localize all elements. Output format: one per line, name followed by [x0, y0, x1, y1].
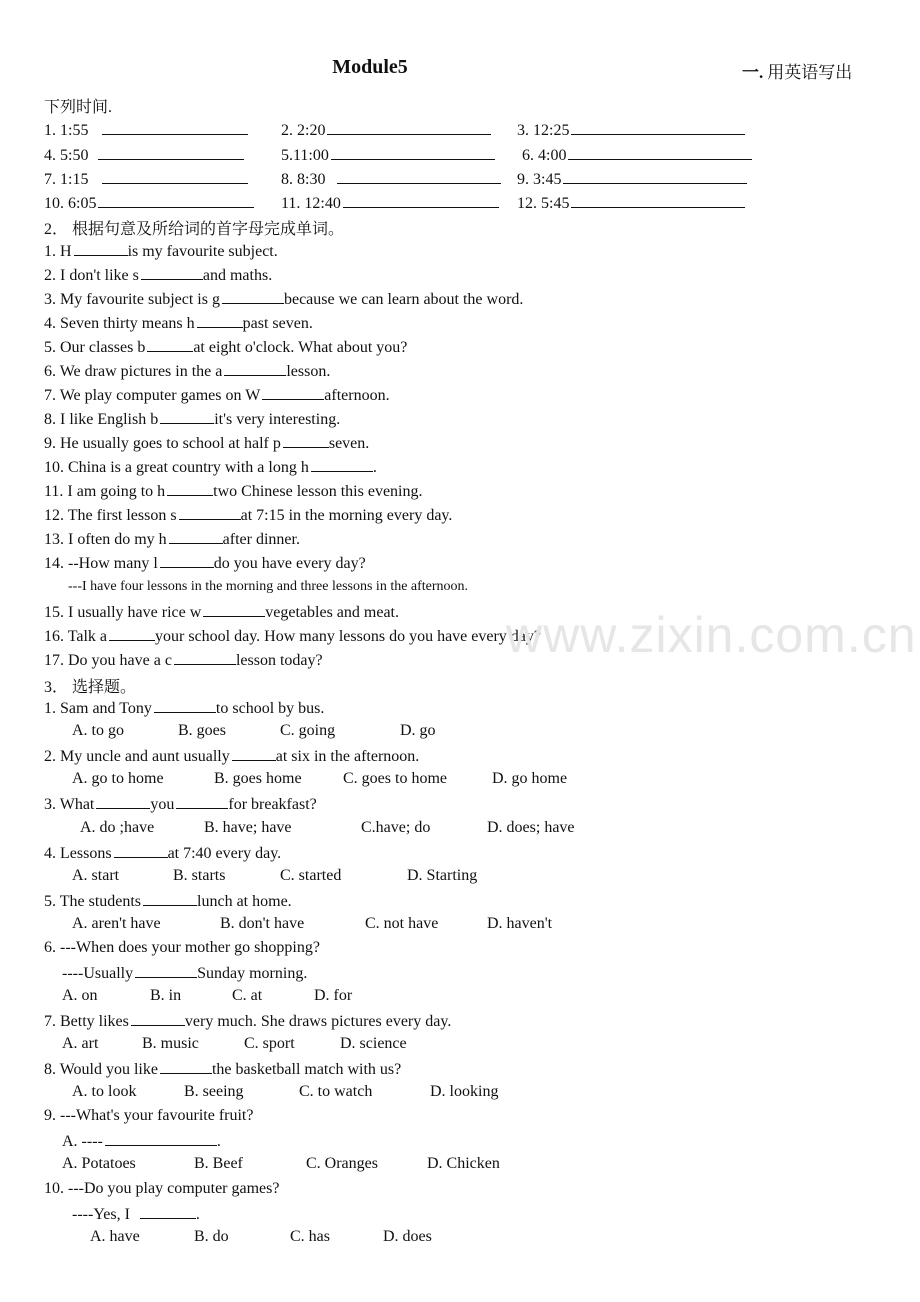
question-8-options [72, 1083, 498, 1101]
fill-item: 2. I don't like s and maths. [44, 267, 273, 284]
answer-blank[interactable] [135, 963, 197, 978]
answer-blank[interactable] [571, 193, 745, 208]
option[interactable]: D. does [383, 1228, 432, 1245]
answer-blank[interactable] [140, 1204, 196, 1219]
section1-heading-b: 下列时间. [44, 99, 113, 116]
option[interactable]: B. have; have [204, 819, 292, 836]
item14-answer: ---I have four lessons in the morning and three lessons in the afternoon. [68, 579, 469, 594]
option[interactable]: A. aren't have [72, 915, 161, 932]
answer-blank[interactable] [143, 891, 197, 906]
answer-blank[interactable] [160, 553, 214, 568]
time-item: 10. 6:05 [44, 193, 254, 213]
option[interactable]: A. go to home [72, 770, 164, 787]
fill-item: 10. China is a great country with a long h . [44, 459, 377, 476]
answer-blank[interactable] [98, 145, 244, 160]
question-9-answer: A. ---- . [62, 1133, 221, 1150]
answer-blank[interactable] [343, 193, 499, 208]
fill-item: 8. I like English b it's very interesting. [44, 411, 341, 428]
time-item: 5.11:00 [281, 145, 495, 165]
answer-blank[interactable] [571, 120, 745, 135]
question-2: 2. My uncle and aunt usually at six in the afternoon. [44, 748, 420, 765]
option[interactable]: A. Potatoes [62, 1155, 136, 1172]
answer-blank[interactable] [102, 120, 248, 135]
fill-item: 1. H is my favourite subject. [44, 243, 278, 260]
question-1-options [72, 722, 436, 740]
time-item: 1. 1:55 [44, 120, 248, 140]
option[interactable]: B. music [142, 1035, 199, 1052]
option[interactable]: B. don't have [220, 915, 305, 932]
time-item: 7. 1:15 [44, 169, 248, 189]
option[interactable]: D. does; have [487, 819, 575, 836]
question-2-options [72, 770, 567, 788]
question-7-options [62, 1035, 407, 1053]
question-5: 5. The students lunch at home. [44, 893, 292, 910]
answer-blank[interactable] [98, 193, 254, 208]
option[interactable]: D. go home [492, 770, 568, 787]
fill-item: 9. He usually goes to school at half p seven. [44, 435, 370, 452]
option[interactable]: A. art [62, 1035, 99, 1052]
answer-blank[interactable] [169, 529, 223, 544]
answer-blank[interactable] [197, 313, 243, 328]
answer-blank[interactable] [160, 409, 214, 424]
option[interactable]: D. looking [430, 1083, 499, 1100]
time-item: 4. 5:50 [44, 145, 244, 165]
option[interactable]: B. goes [178, 722, 226, 739]
option[interactable]: B. Beef [194, 1155, 243, 1172]
answer-blank[interactable] [141, 265, 203, 280]
option[interactable]: C. to watch [299, 1083, 373, 1100]
section1-heading-a: 用英语写出 [767, 63, 853, 82]
question-6-answer: ----Usually Sunday morning. [62, 965, 308, 982]
option[interactable]: D. Starting [407, 867, 478, 884]
page-title: Module5 [332, 56, 408, 78]
option[interactable]: B. seeing [184, 1083, 244, 1100]
answer-blank[interactable] [109, 626, 155, 641]
option[interactable]: D. haven't [487, 915, 553, 932]
question-9: 9. ---What's your favourite fruit? [44, 1107, 254, 1124]
option[interactable]: C. at [232, 987, 263, 1004]
answer-blank[interactable] [262, 385, 324, 400]
answer-blank[interactable] [131, 1011, 185, 1026]
time-item: 9. 3:45 [517, 169, 747, 189]
answer-blank[interactable] [224, 361, 286, 376]
time-item: 12. 5:45 [517, 193, 745, 213]
answer-blank[interactable] [114, 843, 168, 858]
option[interactable]: A. start [72, 867, 120, 884]
section1-heading [742, 58, 852, 83]
option[interactable]: C. not have [365, 915, 439, 932]
question-6: 6. ---When does your mother go shopping? [44, 939, 320, 956]
option[interactable]: D. go [400, 722, 436, 739]
question-1: 1. Sam and Tony to school by bus. [44, 700, 325, 717]
question-7: 7. Betty likes very much. She draws pictures every day. [44, 1013, 452, 1030]
option[interactable]: A. do ;have [80, 819, 155, 836]
option[interactable]: C.have; do [361, 819, 431, 836]
answer-blank[interactable] [102, 169, 248, 184]
answer-blank[interactable] [203, 602, 265, 617]
option[interactable]: B. in [150, 987, 182, 1004]
option[interactable]: B. starts [173, 867, 226, 884]
option[interactable]: C. goes to home [343, 770, 447, 787]
time-item: 6. 4:00 [522, 145, 752, 165]
time-item: 8. 8:30 [281, 169, 501, 189]
question-3: 3. What you for breakfast? [44, 796, 317, 813]
fill-item: 11. I am going to h two Chinese lesson this evening. [44, 483, 423, 500]
section1-number: 一. [742, 63, 764, 82]
answer-blank[interactable] [568, 145, 752, 160]
time-item: 3. 12:25 [517, 120, 745, 140]
answer-blank[interactable] [154, 698, 216, 713]
answer-blank[interactable] [311, 457, 373, 472]
answer-blank[interactable] [232, 746, 276, 761]
option[interactable]: B. do [194, 1228, 229, 1245]
option[interactable]: A. have [90, 1228, 140, 1245]
answer-blank[interactable] [160, 1059, 212, 1074]
answer-blank[interactable] [283, 433, 329, 448]
question-3-options [80, 819, 575, 837]
question-6-options [62, 987, 352, 1005]
answer-blank[interactable] [327, 120, 491, 135]
answer-blank[interactable] [222, 289, 284, 304]
fill-item: 14. --How many l do you have every day? [44, 555, 366, 572]
fill-item: 7. We play computer games on W afternoon. [44, 387, 390, 404]
time-item: 2. 2:20 [281, 120, 491, 140]
option[interactable]: B. goes home [214, 770, 302, 787]
fill-item: 4. Seven thirty means h past seven. [44, 315, 313, 332]
question-5-options [72, 915, 552, 933]
fill-item: 3. My favourite subject is g because we can learn about the word. [44, 291, 524, 308]
time-item: 11. 12:40 [281, 193, 499, 213]
option[interactable]: C. has [290, 1228, 330, 1245]
fill-item: 12. The first lesson s at 7:15 in the morning every day. [44, 507, 453, 524]
section2-heading: 2． 根据句意及所给词的首字母完成单词。 [44, 221, 345, 238]
fill-item: 5. Our classes b at eight o'clock. What about you? [44, 339, 408, 356]
option[interactable]: C. going [280, 722, 336, 739]
answer-blank[interactable] [147, 337, 193, 352]
answer-blank[interactable] [96, 794, 150, 809]
option[interactable]: D. Chicken [427, 1155, 500, 1172]
option[interactable]: C. sport [244, 1035, 295, 1052]
question-8: 8. Would you like the basketball match with us? [44, 1061, 402, 1078]
fill-item: 13. I often do my h after dinner. [44, 531, 300, 548]
section3-heading: 3． 选择题。 [44, 679, 137, 696]
option[interactable]: A. to go [72, 722, 124, 739]
answer-blank[interactable] [179, 505, 241, 520]
answer-blank[interactable] [563, 169, 747, 184]
answer-blank[interactable] [331, 145, 495, 160]
fill-item: 17. Do you have a c lesson today? [44, 652, 323, 669]
option[interactable]: C. started [280, 867, 342, 884]
option[interactable]: A. on [62, 987, 98, 1004]
fill-item: 15. I usually have rice w vegetables and meat. [44, 604, 399, 621]
fill-item: 16. Talk a your school day. How many lessons do you have every day? [44, 628, 541, 645]
watermark: www.zixin.com.cn [506, 607, 917, 663]
answer-blank[interactable] [337, 169, 501, 184]
answer-blank[interactable] [167, 481, 213, 496]
answer-blank[interactable] [74, 241, 128, 256]
fill-item: 6. We draw pictures in the a lesson. [44, 363, 331, 380]
option[interactable]: A. to look [72, 1083, 137, 1100]
option[interactable]: D. science [340, 1035, 407, 1052]
option[interactable]: D. for [314, 987, 353, 1004]
answer-blank[interactable] [174, 650, 236, 665]
question-4: 4. Lessons at 7:40 every day. [44, 845, 282, 862]
question-10: 10. ---Do you play computer games? [44, 1180, 280, 1197]
answer-blank[interactable] [176, 794, 228, 809]
question-10-options [90, 1228, 432, 1246]
question-9-options [62, 1155, 500, 1173]
answer-blank[interactable] [105, 1131, 217, 1146]
question-4-options [72, 867, 477, 885]
question-10-answer: ----Yes, I . [72, 1206, 200, 1223]
option[interactable]: C. Oranges [306, 1155, 378, 1172]
